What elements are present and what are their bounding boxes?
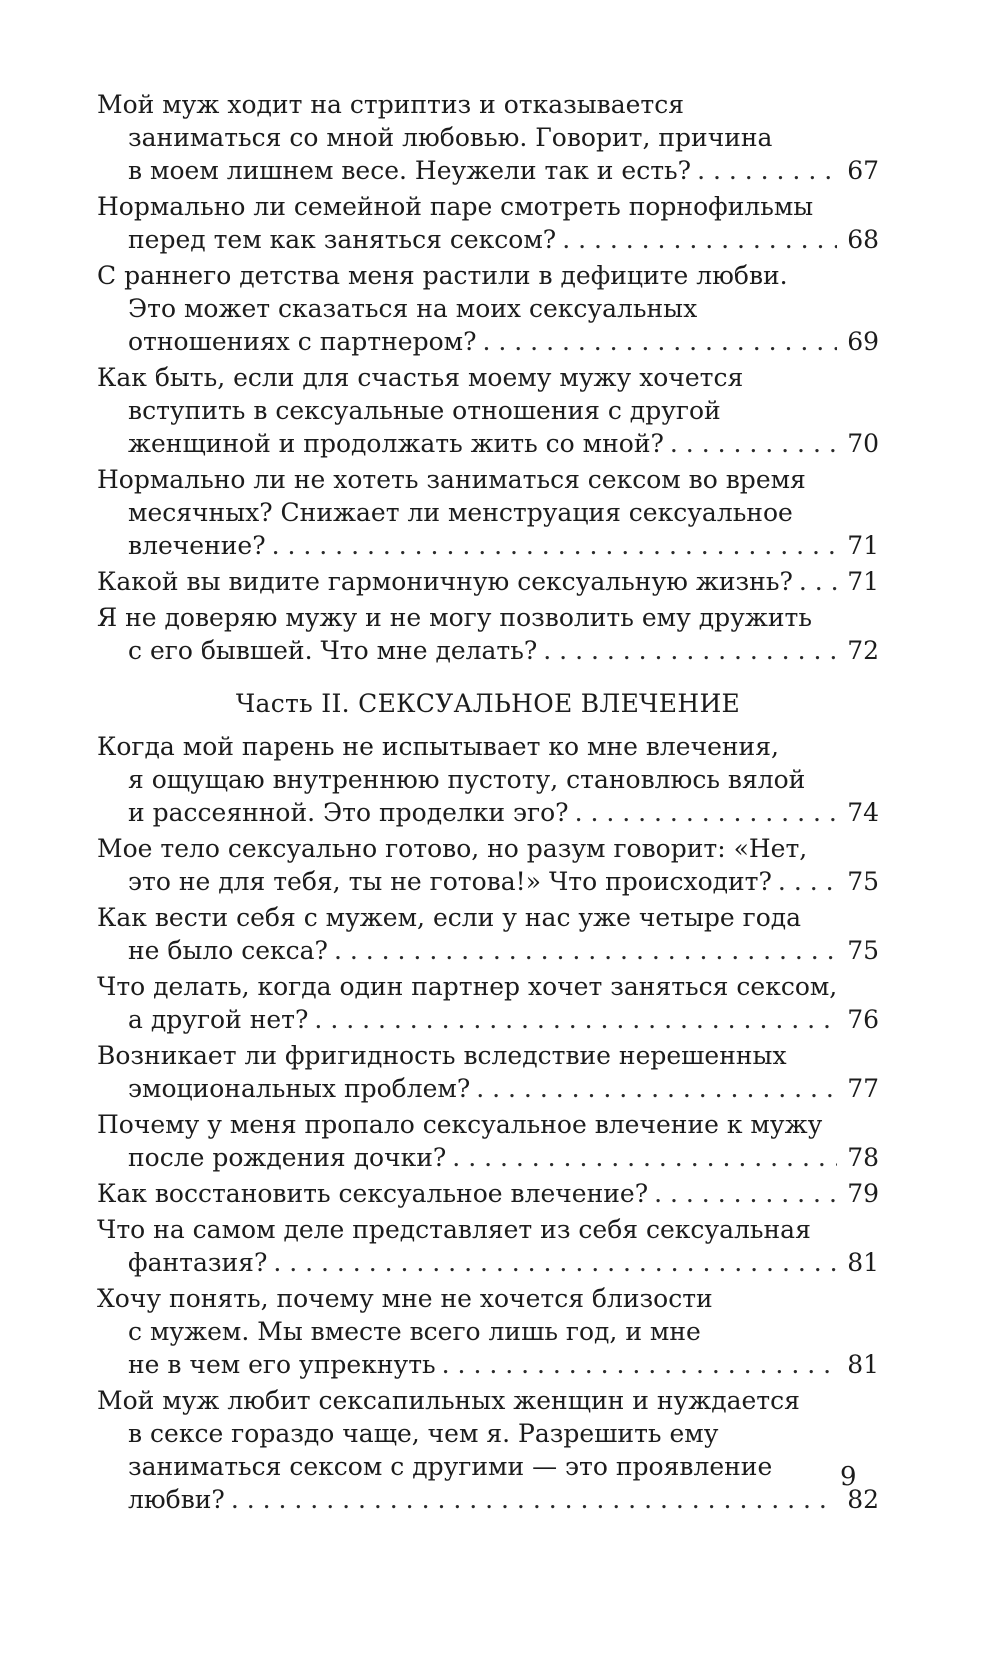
dot-leader [442,1348,837,1381]
toc-entry-line: в сексе гораздо чаще, чем я. Разрешить ему [128,1419,719,1448]
toc-entry-last-line [97,865,879,898]
toc-entry-line: эмоциональных проблем? [128,1074,471,1103]
toc-entry-line: Какой вы видите гармоничную сексуальную жизнь? [97,567,793,596]
toc-entry-line: Возникает ли фригидность вследствие нерешенных [97,1041,787,1070]
toc-entry-line: а другой нет? [128,1005,309,1034]
page-number: 9 [840,1462,857,1492]
toc-entry-last-line [97,1003,879,1036]
toc-entry-line: женщиной и продолжать жить со мной? [128,429,664,458]
dot-leader [670,427,837,460]
table-of-contents [97,88,879,1519]
toc-entry-line: не в чем его упрекнуть [128,1350,436,1379]
toc-entry [97,832,879,898]
toc-page-number: 74 [847,798,879,827]
toc-page-number: 72 [847,636,879,665]
toc-entry-line: Мой муж ходит на стриптиз и отказывается [97,90,685,119]
dot-leader [562,223,837,256]
toc-entry-line: влечение? [128,531,266,560]
toc-entry-line: С раннего детства меня растили в дефиците любви. [97,261,788,290]
toc-page-number: 78 [847,1143,879,1172]
toc-entry-line: не было секса? [128,936,328,965]
dot-leader [543,634,837,667]
toc-entry-last-line [97,934,879,967]
toc-entry-line: Что делать, когда один партнер хочет заняться сексом, [97,972,838,1001]
toc-entry-line: перед тем как заняться сексом? [128,225,557,254]
toc-entry [97,259,879,358]
toc-entry [97,730,879,829]
dot-leader [476,1072,837,1105]
toc-entry-line: заниматься сексом с другими — это проявление [128,1452,773,1481]
toc-entry-line: отношениях с партнером? [128,327,477,356]
toc-entry-last-line [97,223,879,256]
toc-entry [97,565,879,598]
dot-leader [654,1177,837,1210]
toc-entry-last-line [97,796,879,829]
toc-entry-line: после рождения дочки? [128,1143,447,1172]
toc-entry [97,1213,879,1279]
dot-leader [483,325,838,358]
toc-entry-line: Что на самом деле представляет из себя сексуальная [97,1215,811,1244]
toc-entry-line: Это может сказаться на моих сексуальных [128,294,698,323]
dot-leader [575,796,837,829]
dot-leader [452,1141,837,1174]
toc-page-number: 76 [847,1005,879,1034]
toc-entry-line: любви? [128,1485,225,1514]
toc-part-2-list [97,730,879,1516]
toc-entry-last-line [97,427,879,460]
toc-entry-line: Хочу понять, почему мне не хочется близости [97,1284,713,1313]
toc-entry-line: и рассеянной. Это проделки эго? [128,798,569,827]
toc-page-number: 71 [847,567,879,596]
toc-page-number: 79 [847,1179,879,1208]
toc-entry-last-line [97,1246,879,1279]
toc-entry-line: Почему у меня пропало сексуальное влечение к мужу [97,1110,823,1139]
toc-page-number: 81 [847,1350,879,1379]
toc-entry-line: заниматься со мной любовью. Говорит, причина [128,123,773,152]
toc-page-number: 81 [847,1248,879,1277]
toc-entry [97,970,879,1036]
toc-entry [97,1108,879,1174]
toc-entry [97,1177,879,1210]
section-heading: Часть II. СЕКСУАЛЬНОЕ ВЛЕЧЕНИЕ [235,689,741,718]
dot-leader [799,565,837,598]
toc-entry-line: вступить в сексуальные отношения с другой [128,396,721,425]
toc-entry-line: Мое тело сексуально готово, но разум говорит: «Нет, [97,834,808,863]
toc-page-number: 71 [847,531,879,560]
toc-page-number: 75 [847,867,879,896]
toc-page-number: 67 [847,156,879,185]
toc-entry-line: фантазия? [128,1248,268,1277]
toc-entry-last-line [97,565,879,598]
dot-leader [697,154,837,187]
toc-entry-line: Нормально ли семейной паре смотреть порнофильмы [97,192,814,221]
dot-leader [314,1003,837,1036]
toc-entry-line: это не для тебя, ты не готова!» Что происходит? [128,867,772,896]
toc-entry-line: Как вести себя с мужем, если у нас уже четыре года [97,903,802,932]
toc-entry-last-line [97,1177,879,1210]
toc-entry-line: месячных? Снижает ли менструация сексуальное [128,498,793,527]
toc-entry-last-line [97,1348,879,1381]
toc-entry-line: Я не доверяю мужу и не могу позволить ему дружить [97,603,812,632]
toc-entry-last-line [97,1141,879,1174]
toc-entry-last-line [97,325,879,358]
toc-entry-line: я ощущаю внутреннюю пустоту, становлюсь вялой [128,765,806,794]
toc-entry-last-line [97,634,879,667]
toc-entry-last-line [97,529,879,562]
toc-entry [97,1039,879,1105]
dot-leader [272,529,837,562]
toc-page-number: 77 [847,1074,879,1103]
toc-entry-last-line [97,1483,879,1516]
toc-entry [97,361,879,460]
toc-page-number: 70 [847,429,879,458]
dot-leader [334,934,837,967]
toc-entry [97,190,879,256]
toc-entry [97,901,879,967]
toc-entry-line: с мужем. Мы вместе всего лишь год, и мне [128,1317,701,1346]
toc-entry-line: Как восстановить сексуальное влечение? [97,1179,649,1208]
toc-entry-last-line [97,154,879,187]
toc-page-number: 75 [847,936,879,965]
toc-entry [97,601,879,667]
toc-page-number: 68 [847,225,879,254]
toc-entry-line: Как быть, если для счастья моему мужу хочется [97,363,744,392]
toc-entry [97,1384,879,1516]
toc-entry-line: Когда мой парень не испытывает ко мне влечения, [97,732,779,761]
toc-entry-line: с его бывшей. Что мне делать? [128,636,538,665]
dot-leader [231,1483,837,1516]
toc-entry-line: Мой муж любит сексапильных женщин и нуждается [97,1386,800,1415]
toc-part-1-list [97,88,879,667]
toc-page-number: 69 [847,327,879,356]
dot-leader [273,1246,837,1279]
toc-entry [97,1282,879,1381]
toc-entry [97,88,879,187]
toc-entry [97,463,879,562]
toc-page-number: 82 [847,1485,879,1514]
toc-entry-line: в моем лишнем весе. Неужели так и есть? [128,156,692,185]
dot-leader [778,865,837,898]
toc-entry-line: Нормально ли не хотеть заниматься сексом во время [97,465,806,494]
toc-entry-last-line [97,1072,879,1105]
